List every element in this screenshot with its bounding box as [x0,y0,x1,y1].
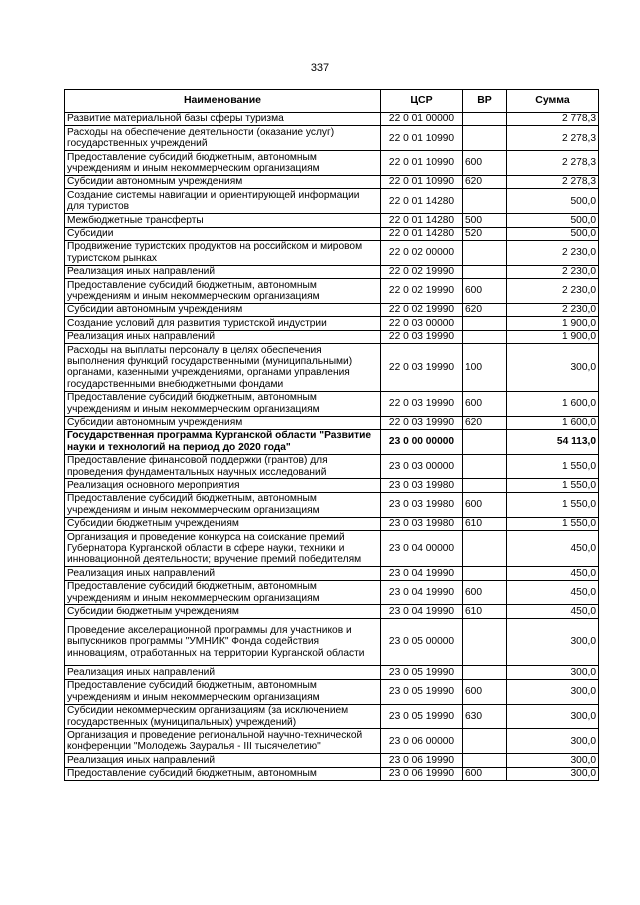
table-row [65,479,599,492]
row-vr-cell: 600 [463,767,507,780]
row-name-cell: Предоставление субсидий бюджетным, автономным учреждениям и иным некоммерческим организациям [65,580,381,605]
row-vr-cell [463,330,507,343]
row-sum-cell: 300,0 [507,679,599,704]
table-row [65,113,599,126]
row-vr-cell: 610 [463,605,507,618]
row-sum-cell: 500,0 [507,214,599,227]
table-row [65,454,599,479]
row-csr-cell: 22 0 02 00000 [381,240,463,265]
row-csr-cell: 23 0 00 00000 [381,429,463,454]
row-vr-cell [463,454,507,479]
row-name-cell: Реализация иных направлений [65,567,381,580]
row-sum-cell: 450,0 [507,567,599,580]
row-csr-cell: 22 0 01 10990 [381,151,463,176]
row-sum-cell: 2 230,0 [507,265,599,278]
row-name-cell: Предоставление финансовой поддержки (грантов) для проведения фундаментальных научных исследований [65,454,381,479]
row-vr-cell: 520 [463,227,507,240]
row-csr-cell: 23 0 04 19990 [381,567,463,580]
row-vr-cell: 620 [463,175,507,188]
column-header-name: Наименование [65,90,381,113]
row-csr-cell: 22 0 01 10990 [381,126,463,151]
table-row [65,126,599,151]
row-vr-cell [463,754,507,767]
row-name-cell: Расходы на выплаты персоналу в целях обеспечения выполнения функций государственными (муниципальными) органами, казенными учреждениями, органами управления государственными внебюджетными фондами [65,344,381,392]
row-vr-cell [463,729,507,754]
row-csr-cell: 22 0 01 00000 [381,113,463,126]
row-csr-cell: 23 0 04 19990 [381,605,463,618]
table-row [65,189,599,214]
row-name-cell: Создание системы навигации и ориентирующей информации для туристов [65,189,381,214]
row-vr-cell [463,317,507,330]
row-sum-cell: 2 278,3 [507,175,599,188]
table-row [65,679,599,704]
row-name-cell: Реализация иных направлений [65,754,381,767]
row-sum-cell: 2 778,3 [507,113,599,126]
row-csr-cell: 22 0 02 19990 [381,265,463,278]
row-vr-cell [463,126,507,151]
row-sum-cell: 300,0 [507,754,599,767]
row-csr-cell: 22 0 01 14280 [381,214,463,227]
row-name-cell: Предоставление субсидий бюджетным, автономным учреждениям и иным некоммерческим организациям [65,151,381,176]
row-vr-cell: 600 [463,580,507,605]
column-header-csr: ЦСР [381,90,463,113]
table-row [65,666,599,679]
row-name-cell: Субсидии автономным учреждениям [65,303,381,316]
row-csr-cell: 22 0 01 10990 [381,175,463,188]
table-row [65,330,599,343]
row-csr-cell: 22 0 01 14280 [381,189,463,214]
row-name-cell: Организация и проведение конкурса на соискание премий Губернатора Курганской области в сфере науки, техники и инновационной деятельности; вручение премий победителям [65,531,381,567]
row-csr-cell: 23 0 03 00000 [381,454,463,479]
row-sum-cell: 300,0 [507,767,599,780]
table-row [65,531,599,567]
row-vr-cell: 600 [463,151,507,176]
row-csr-cell: 22 0 02 19990 [381,279,463,304]
table-row [65,492,599,517]
row-sum-cell: 54 113,0 [507,429,599,454]
row-name-cell: Реализация иных направлений [65,265,381,278]
row-vr-cell: 100 [463,344,507,392]
row-name-cell: Предоставление субсидий бюджетным, автономным учреждениям и иным некоммерческим организациям [65,679,381,704]
table-row [65,429,599,454]
row-name-cell: Расходы на обеспечение деятельности (оказание услуг) государственных учреждений [65,126,381,151]
row-vr-cell [463,113,507,126]
row-csr-cell: 22 0 03 19990 [381,330,463,343]
row-name-cell: Субсидии [65,227,381,240]
table-row [65,175,599,188]
row-name-cell: Развитие материальной базы сферы туризма [65,113,381,126]
row-name-cell: Предоставление субсидий бюджетным, автономным учреждениям и иным некоммерческим организациям [65,391,381,416]
row-sum-cell: 1 900,0 [507,317,599,330]
row-name-cell: Проведение акселерационной программы для участников и выпускников программы "УМНИК" Фонда содействия инновациям, отработанных на территории Курганской области [65,618,381,666]
row-sum-cell: 1 550,0 [507,492,599,517]
row-csr-cell: 23 0 05 19990 [381,704,463,729]
row-name-cell: Субсидии автономным учреждениям [65,416,381,429]
row-csr-cell: 23 0 04 00000 [381,531,463,567]
page-number: 337 [310,62,330,74]
row-name-cell: Реализация иных направлений [65,330,381,343]
row-vr-cell: 620 [463,416,507,429]
table-row [65,567,599,580]
row-sum-cell: 300,0 [507,704,599,729]
row-sum-cell: 2 230,0 [507,279,599,304]
row-vr-cell [463,531,507,567]
column-header-vr: ВР [463,90,507,113]
table-row [65,227,599,240]
row-vr-cell: 600 [463,391,507,416]
row-vr-cell [463,189,507,214]
row-sum-cell: 450,0 [507,531,599,567]
row-sum-cell: 2 278,3 [507,126,599,151]
row-csr-cell: 22 0 03 19990 [381,344,463,392]
table-row [65,151,599,176]
row-sum-cell: 2 230,0 [507,303,599,316]
row-csr-cell: 23 0 03 19980 [381,479,463,492]
row-name-cell: Субсидии автономным учреждениям [65,175,381,188]
row-name-cell: Продвижение туристских продуктов на российском и мировом туристском рынках [65,240,381,265]
row-sum-cell: 450,0 [507,580,599,605]
table-row [65,317,599,330]
row-vr-cell: 600 [463,492,507,517]
row-csr-cell: 23 0 04 19990 [381,580,463,605]
table-row [65,618,599,666]
table-row [65,279,599,304]
row-csr-cell: 23 0 06 19990 [381,754,463,767]
row-csr-cell: 22 0 01 14280 [381,227,463,240]
row-vr-cell [463,479,507,492]
row-vr-cell: 610 [463,517,507,530]
row-name-cell: Реализация иных направлений [65,666,381,679]
row-csr-cell: 23 0 03 19980 [381,492,463,517]
row-sum-cell: 450,0 [507,605,599,618]
row-csr-cell: 23 0 03 19980 [381,517,463,530]
row-csr-cell: 23 0 05 00000 [381,618,463,666]
table-row [65,265,599,278]
row-vr-cell: 630 [463,704,507,729]
row-vr-cell: 600 [463,279,507,304]
row-sum-cell: 300,0 [507,344,599,392]
table-row [65,704,599,729]
row-csr-cell: 22 0 03 19990 [381,391,463,416]
row-vr-cell: 620 [463,303,507,316]
row-vr-cell [463,240,507,265]
row-sum-cell: 1 900,0 [507,330,599,343]
table-row [65,767,599,780]
row-sum-cell: 500,0 [507,189,599,214]
row-name-cell: Реализация основного мероприятия [65,479,381,492]
table-row [65,517,599,530]
row-csr-cell: 23 0 06 19990 [381,767,463,780]
table-row [65,240,599,265]
row-name-cell: Создание условий для развития туристской индустрии [65,317,381,330]
row-vr-cell [463,265,507,278]
row-csr-cell: 23 0 05 19990 [381,679,463,704]
table-row [65,391,599,416]
row-sum-cell: 300,0 [507,666,599,679]
table-header-row [65,90,599,113]
row-name-cell: Субсидии некоммерческим организациям (за исключением государственных (муниципальных) учреждений) [65,704,381,729]
budget-table [64,89,599,781]
row-sum-cell: 1 550,0 [507,454,599,479]
row-name-cell: Предоставление субсидий бюджетным, автономным [65,767,381,780]
row-sum-cell: 300,0 [507,729,599,754]
table-row [65,303,599,316]
row-name-cell: Межбюджетные трансферты [65,214,381,227]
table-row [65,344,599,392]
row-name-cell: Организация и проведение региональной научно-технической конференции "Молодежь Зауралья - III тысячелетию" [65,729,381,754]
row-vr-cell: 500 [463,214,507,227]
row-csr-cell: 22 0 03 00000 [381,317,463,330]
row-vr-cell [463,618,507,666]
row-vr-cell [463,666,507,679]
row-csr-cell: 23 0 06 00000 [381,729,463,754]
row-sum-cell: 1 550,0 [507,479,599,492]
row-csr-cell: 23 0 05 19990 [381,666,463,679]
row-sum-cell: 1 600,0 [507,391,599,416]
table-row [65,729,599,754]
row-vr-cell [463,567,507,580]
table-row [65,214,599,227]
row-csr-cell: 22 0 02 19990 [381,303,463,316]
row-sum-cell: 1 550,0 [507,517,599,530]
row-sum-cell: 300,0 [507,618,599,666]
table-row [65,754,599,767]
table-row [65,605,599,618]
row-sum-cell: 1 600,0 [507,416,599,429]
row-vr-cell [463,429,507,454]
table-row [65,416,599,429]
row-name-cell: Предоставление субсидий бюджетным, автономным учреждениям и иным некоммерческим организациям [65,279,381,304]
row-vr-cell: 600 [463,679,507,704]
row-csr-cell: 22 0 03 19990 [381,416,463,429]
row-name-cell: Предоставление субсидий бюджетным, автономным учреждениям и иным некоммерческим организациям [65,492,381,517]
table-body [65,113,599,781]
table-row [65,580,599,605]
row-name-cell: Субсидии бюджетным учреждениям [65,605,381,618]
column-header-sum: Сумма [507,90,599,113]
row-sum-cell: 2 230,0 [507,240,599,265]
row-sum-cell: 500,0 [507,227,599,240]
row-sum-cell: 2 278,3 [507,151,599,176]
row-name-cell: Государственная программа Курганской области "Развитие науки и технологий на период до 2020 года" [65,429,381,454]
row-name-cell: Субсидии бюджетным учреждениям [65,517,381,530]
